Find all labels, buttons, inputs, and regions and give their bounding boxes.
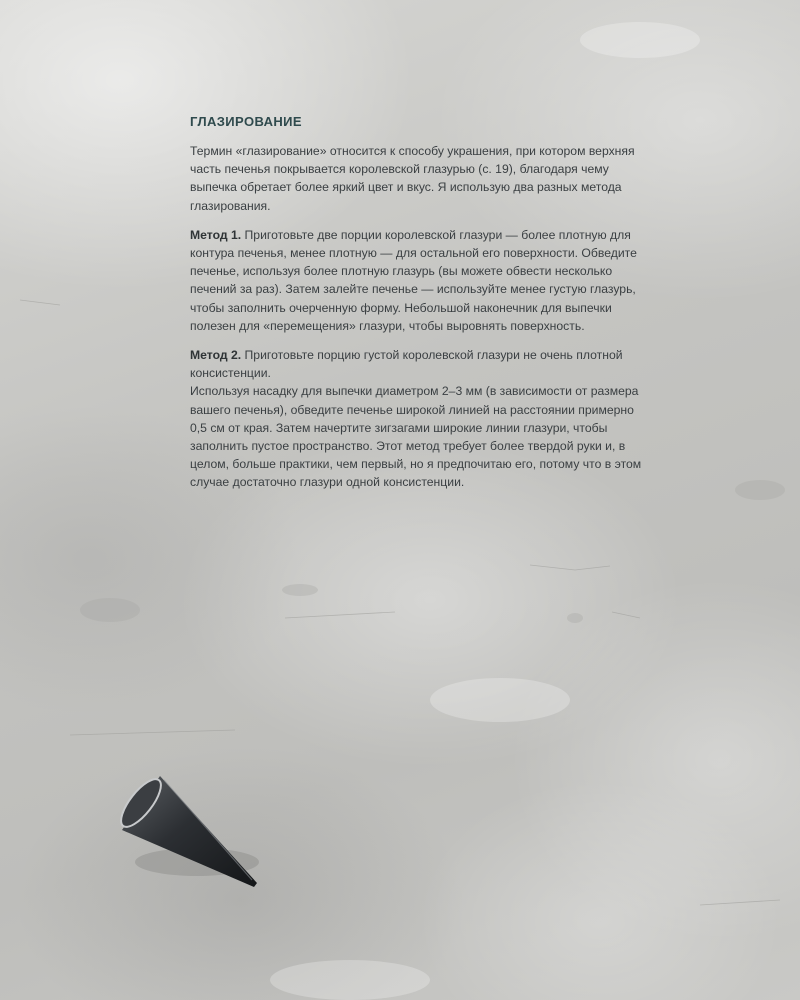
section-heading: ГЛАЗИРОВАНИЕ xyxy=(190,114,302,129)
method-1-label: Метод 1. xyxy=(190,227,242,242)
method-1-text: Приготовьте две порции королевской глазури — более плотную для контура печенья, менее плотную — для остальной его поверхности. Обведите печенье, используя более плотную глазурь (вы можете обвести несколько печений за раз). Затем залейте печенье — используйте менее густую глазурь, чтобы заполнить очерченную форму. Небольшой наконечник для выпечки полезен для «перемещения» глазури, чтобы выровнять поверхность. xyxy=(190,227,637,333)
article-text xyxy=(190,113,650,503)
method-2-text: Приготовьте порцию густой королевской глазури не очень плотной консистенции. xyxy=(190,348,623,381)
method-2-text-continued: Используя насадку для выпечки диаметром 2–3 мм (в зависимости от размера вашего печенья), обведите печенье широкой линией на расстоянии примерно 0,5 см от края. Затем начертите зигзагами широкие линии глазури, чтобы заполнить пустое пространство. Этот метод требует более твердой руки и, в целом, больше практики, чем первый, но я предпочитаю его, потому что в этом случае достаточно глазури одной консистенции. xyxy=(190,384,642,490)
method-1-paragraph xyxy=(190,226,650,335)
method-2-paragraph xyxy=(190,346,650,492)
method-2-label: Метод 2. xyxy=(190,348,242,363)
intro-paragraph: Термин «глазирование» относится к способу украшения, при котором верхняя часть печенья покрывается королевской глазурью (с. 19), благодаря чему выпечка обретает более яркий цвет и вкус. Я использую два разных метода глазирования. xyxy=(190,144,635,213)
piping-nozzle-image xyxy=(112,770,272,895)
